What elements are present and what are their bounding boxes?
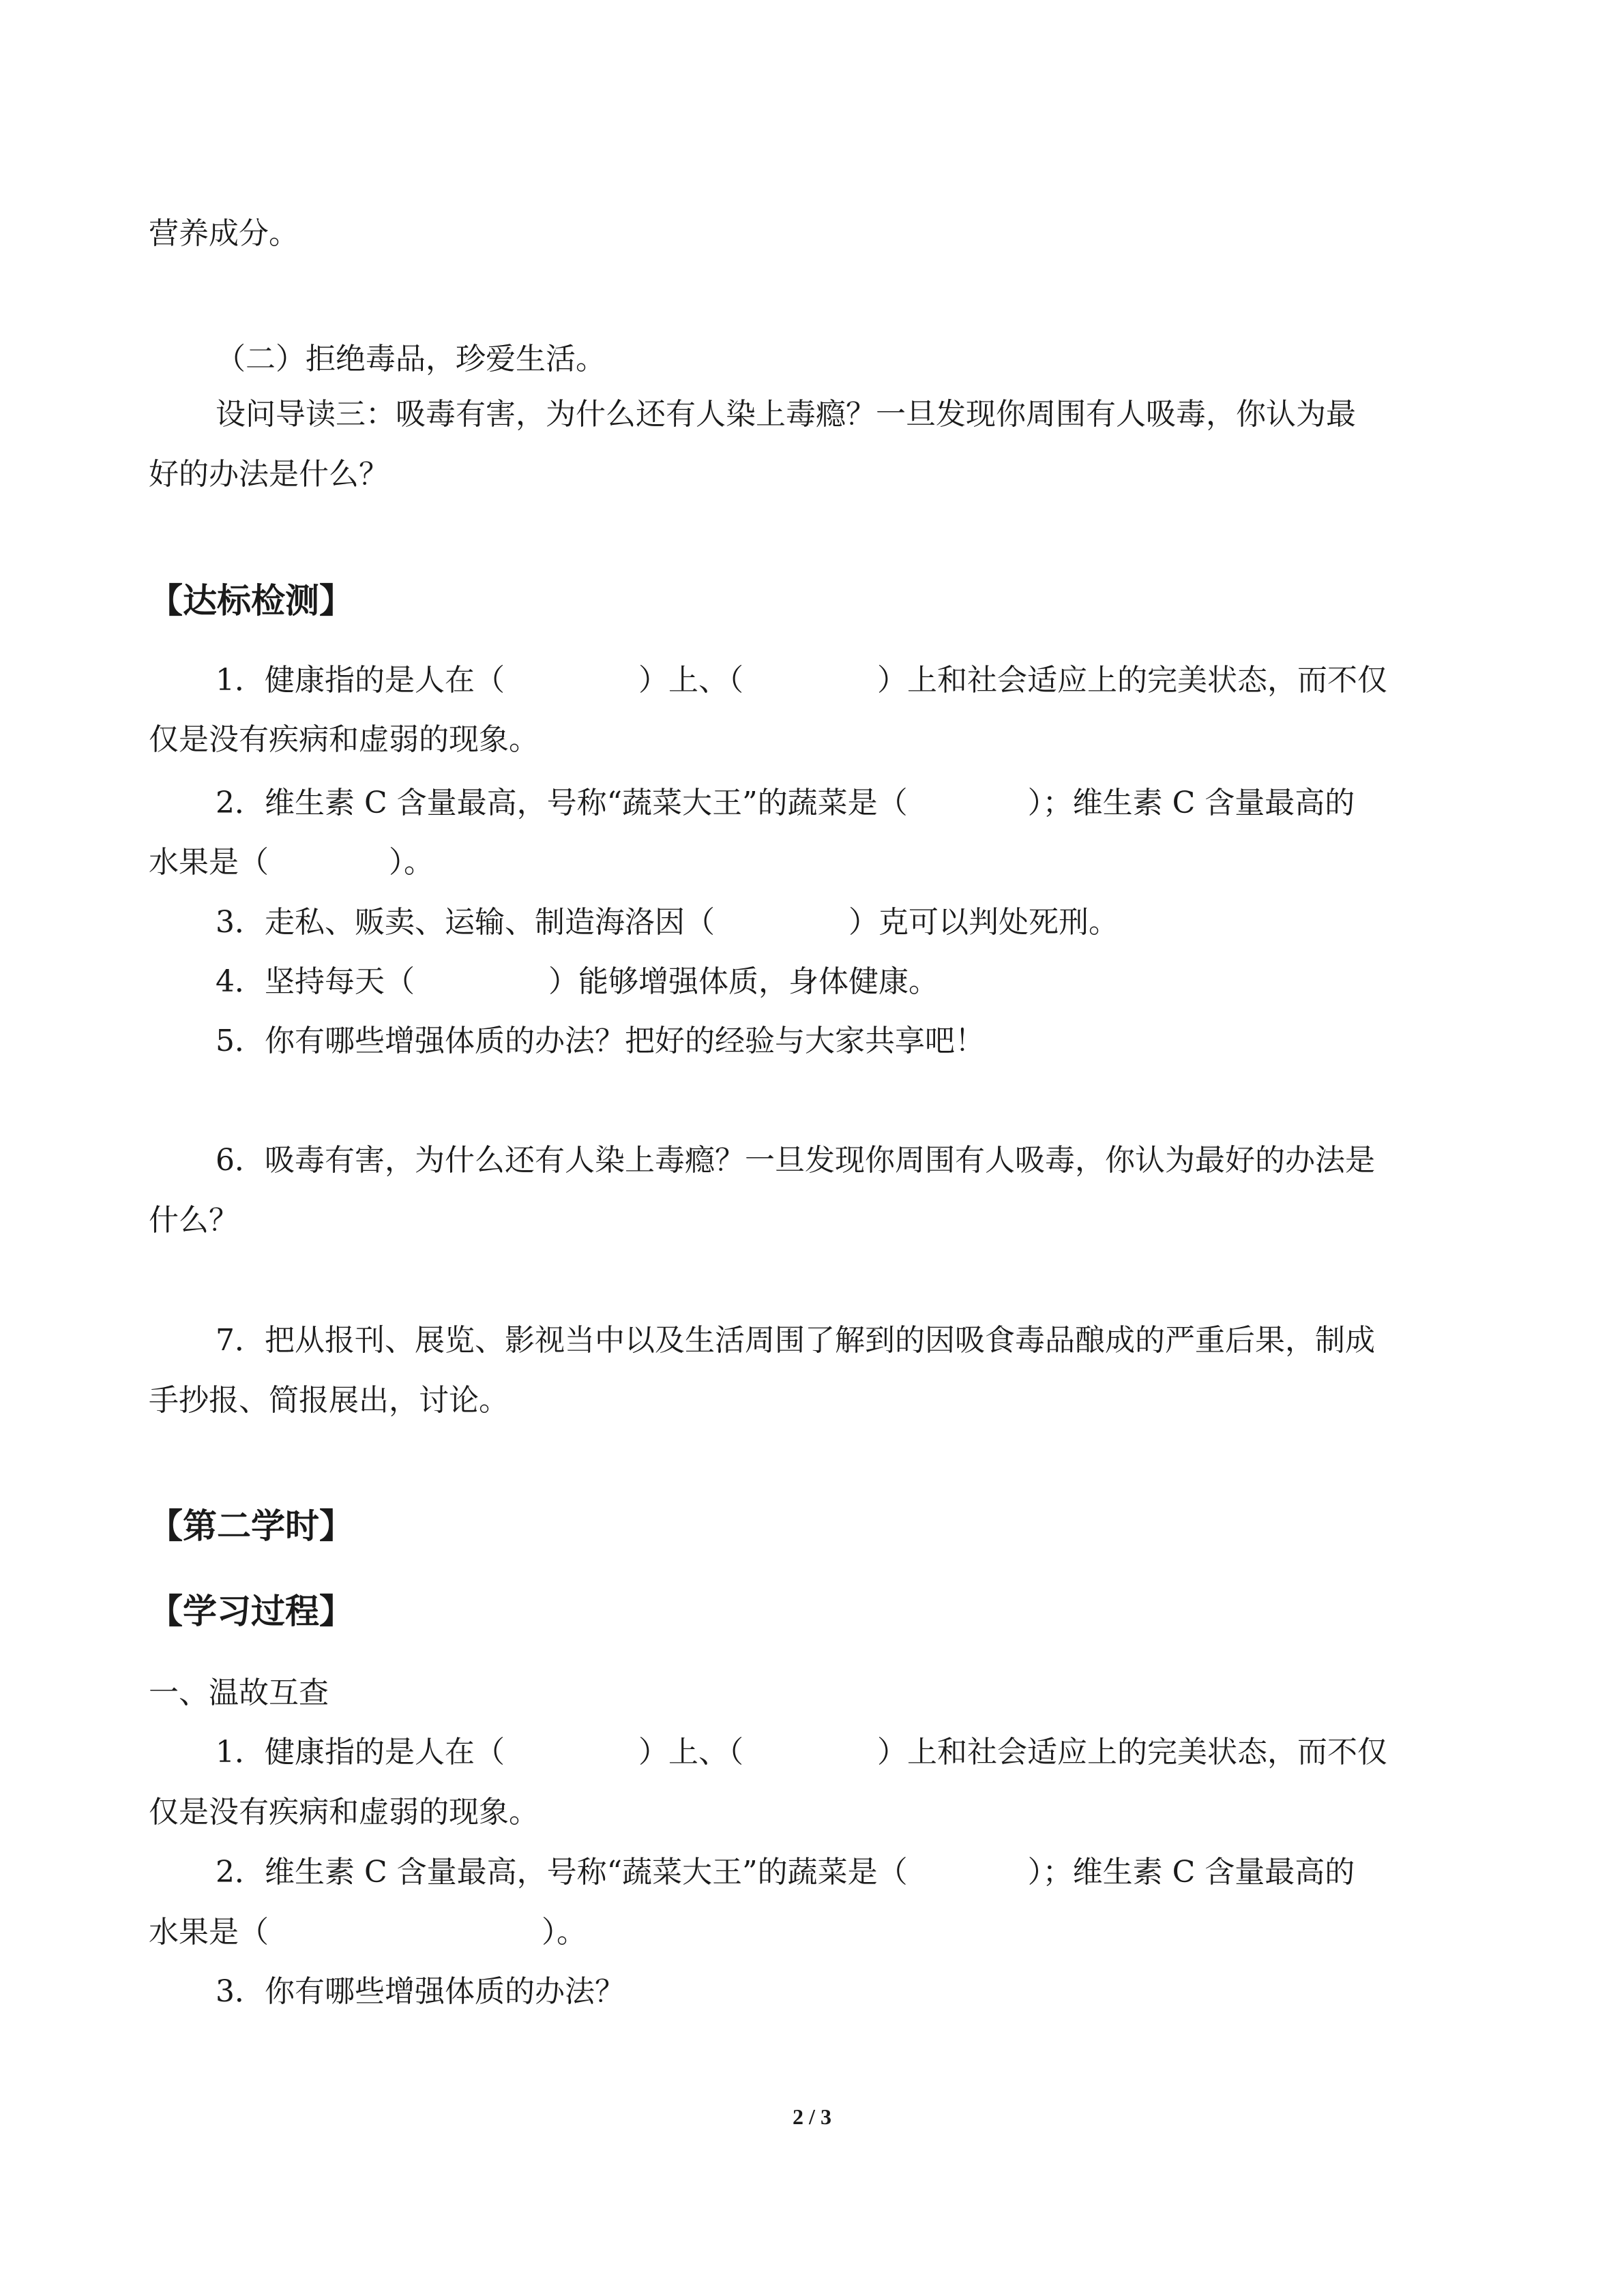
test-q4-part-b: ）能够增强体质，身体健康。 (548, 964, 939, 999)
test-q2-line1 (216, 783, 1475, 824)
test-q7-line1: 7．把从报刊、展览、影视当中以及生活周围了解到的因吸食毒品酿成的严重后果，制成 (216, 1323, 1375, 1358)
review-q2-line1 (216, 1852, 1475, 1893)
test-q1-line1 (216, 660, 1475, 701)
review-q2-line2-part-b: ）。 (542, 1915, 587, 1950)
review-q1-line2: 仅是没有疾病和虚弱的现象。 (149, 1795, 539, 1830)
review-q2-part-b: ）；维生素 C 含量最高的 (1027, 1855, 1355, 1890)
test-q3-part-a: 3．走私、贩卖、运输、制造海洛因（ (216, 905, 715, 940)
test-q1-part-b: ）上、（ (638, 663, 743, 698)
test-q1-part-a: 1．健康指的是人在（ (216, 663, 505, 698)
review-q3: 3．你有哪些增强体质的办法？ (216, 1974, 625, 2009)
review-q2-line2-part-a: 水果是（ (149, 1915, 269, 1950)
guide-question-line-2: 好的办法是什么？ (149, 457, 389, 492)
review-q1-part-b: ）上、（ (638, 1735, 743, 1770)
test-q6-line2: 什么？ (149, 1203, 239, 1238)
review-q2-part-a: 2．维生素 C 含量最高，号称“蔬菜大王”的蔬菜是（ (216, 1855, 908, 1890)
test-q2-line2 (149, 842, 1475, 883)
review-q2-line2 (149, 1912, 1475, 1953)
test-q6-line1: 6．吸毒有害，为什么还有人染上毒瘾？一旦发现你周围有人吸毒，你认为最好的办法是 (216, 1143, 1375, 1178)
test-q5: 5．你有哪些增强体质的办法？把好的经验与大家共享吧！ (216, 1024, 985, 1058)
test-q1-line2: 仅是没有疾病和虚弱的现象。 (149, 722, 539, 757)
heading-learning-process: 【学习过程】 (149, 1592, 353, 1631)
test-q3 (216, 902, 1475, 943)
test-q2-line2-part-a: 水果是（ (149, 845, 269, 880)
test-q1-part-c: ）上和社会适应上的完美状态，而不仅 (877, 663, 1387, 698)
test-q2-part-a: 2．维生素 C 含量最高，号称“蔬菜大王”的蔬菜是（ (216, 786, 908, 820)
review-q1-part-a: 1．健康指的是人在（ (216, 1735, 505, 1770)
test-q2-part-b: ）；维生素 C 含量最高的 (1027, 786, 1355, 820)
continuation-text: 营养成分。 (149, 216, 299, 251)
test-q3-part-b: ）克可以判处死刑。 (848, 905, 1119, 940)
test-q4 (216, 961, 1475, 1002)
review-q1-part-c: ）上和社会适应上的完美状态，而不仅 (877, 1735, 1387, 1770)
guide-question-line-1: 设问导读三：吸毒有害，为什么还有人染上毒瘾？一旦发现你周围有人吸毒，你认为最 (216, 397, 1356, 432)
page-number: 2 / 3 (793, 2104, 831, 2129)
review-q1-line1 (216, 1732, 1475, 1773)
test-q7-line2: 手抄报、简报展出，讨论。 (149, 1383, 509, 1418)
test-q2-line2-part-b: ）。 (389, 845, 434, 880)
test-q4-part-a: 4．坚持每天（ (216, 964, 415, 999)
heading-test: 【达标检测】 (149, 581, 353, 621)
section-title: （二）拒绝毒品，珍爱生活。 (216, 342, 606, 376)
heading-second-period: 【第二学时】 (149, 1506, 353, 1546)
review-title: 一、温故互查 (149, 1675, 329, 1710)
